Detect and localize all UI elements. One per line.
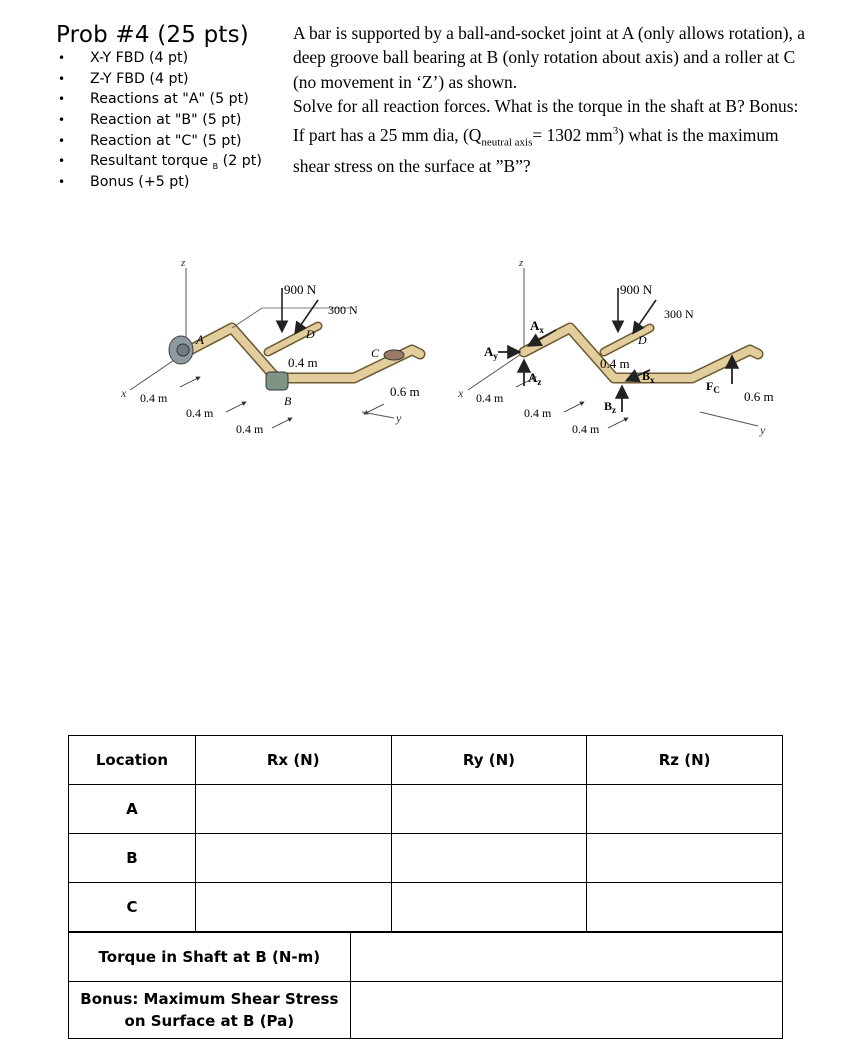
left-label-a: A (196, 332, 204, 347)
row-c-ry-cell[interactable] (391, 883, 587, 932)
right-force-300-label: 300 N (664, 307, 694, 321)
figures (0, 0, 841, 450)
bonus-value-cell[interactable] (350, 982, 782, 1039)
problem-q-sub: neutral axis (481, 135, 533, 148)
table-row-b (69, 834, 783, 883)
bonus-row (69, 982, 783, 1039)
bonus-label (69, 982, 351, 1039)
left-force-300-label: 300 N (328, 303, 358, 317)
row-b-rx-cell[interactable] (195, 834, 391, 883)
bonus-label-line-1: Bonus: Maximum Shear Stress (80, 990, 339, 1008)
right-force-900-label: 900 N (620, 282, 653, 297)
right-y-label: y (760, 423, 766, 437)
header-location: Location (69, 736, 196, 785)
left-dim-line-1 (180, 377, 200, 387)
problem-text-a: Solve for all reaction forces. What is the torque in the shaft at B? Bonus: If part has a 25 mm dia, (Q (293, 96, 799, 145)
row-c-location: C (69, 883, 196, 932)
bonus-label-line-2: on Surface at B (Pa) (124, 1012, 295, 1030)
left-dim-1: 0.4 m (140, 391, 168, 405)
problem-text-b: = 1302 mm (532, 124, 613, 145)
problem-text-c: ) what is the maximum shear stress on the surface at ”B”? (293, 124, 779, 177)
row-c-rx-cell[interactable] (195, 883, 391, 932)
torque-bonus-table (68, 932, 783, 1039)
left-guide-1 (232, 308, 262, 328)
right-label-fc: $F_C$ (706, 379, 720, 395)
header-rz: Rz (N) (587, 736, 783, 785)
reaction-results-table (68, 735, 783, 932)
figure-right (457, 257, 774, 437)
problem-title: Prob #4 (25 pts) (56, 22, 249, 48)
right-label-ay: $A_y$ (484, 344, 498, 361)
figure-left (120, 257, 420, 436)
row-a-rx-cell[interactable] (195, 785, 391, 834)
right-dim-2: 0.4 m (524, 406, 552, 420)
torque-label: Torque in Shaft at B (N-m) (69, 933, 351, 982)
left-x-label: x (121, 386, 127, 400)
problem-paragraph-1: A bar is supported by a ball-and-socket joint at A (only allows rotation), a deep groove ball bearing at B (only rotation about axis) and a roller at C (no movement in ‘Z’) as shown. (293, 23, 805, 92)
row-b-rz-cell[interactable] (587, 834, 783, 883)
header-ry: Ry (N) (391, 736, 587, 785)
row-a-ry-cell[interactable] (391, 785, 587, 834)
right-dim-4: 0.4 m (600, 356, 630, 371)
bullet-torque-sub: B (212, 162, 219, 172)
table-row-c (69, 883, 783, 932)
right-y-axis (700, 412, 758, 426)
right-label-az: $A_z$ (528, 370, 542, 387)
right-label-d: D (638, 333, 647, 347)
bullet-bonus: • Bonus (+5 pt) (56, 172, 262, 193)
right-dim-3: 0.4 m (572, 422, 600, 436)
bullet-torque-text: Resultant torque (90, 153, 213, 170)
left-y-label: y (396, 411, 402, 425)
torque-row (69, 933, 783, 982)
row-b-location: B (69, 834, 196, 883)
bullet-torque-points: (2 pt) (218, 153, 262, 170)
bullet-reactions-a: • Reactions at "A" (5 pt) (56, 89, 262, 110)
left-label-d: D (306, 327, 315, 341)
header-rx: Rx (N) (195, 736, 391, 785)
left-dim-line-3 (272, 418, 292, 428)
table-row-a (69, 785, 783, 834)
row-a-location: A (69, 785, 196, 834)
left-support-b-bearing (266, 372, 288, 390)
bullet-xy-fbd: • X-Y FBD (4 pt) (56, 48, 262, 69)
left-dim-2: 0.4 m (186, 406, 214, 420)
right-x-label: x (458, 386, 464, 400)
left-z-label: z (181, 257, 186, 269)
left-force-900-label: 900 N (284, 282, 317, 297)
problem-mm-sup: 3 (612, 124, 619, 137)
left-label-b: B (284, 394, 292, 408)
left-dim-line-2 (226, 402, 246, 412)
right-label-bx: $B_x$ (642, 369, 655, 385)
left-dim-5: 0.6 m (390, 384, 420, 399)
left-y-axis (362, 412, 394, 418)
right-z-label: z (519, 257, 524, 269)
right-label-bz: $B_z$ (604, 399, 617, 415)
left-dim-4: 0.4 m (288, 355, 318, 370)
left-label-c: C (371, 346, 380, 360)
right-dim-line-3 (608, 418, 628, 428)
bullet-reaction-b: • Reaction at "B" (5 pt) (56, 110, 262, 131)
left-support-a-ball (177, 344, 189, 356)
torque-value-cell[interactable] (350, 933, 782, 982)
right-dim-1: 0.4 m (476, 391, 504, 405)
left-dim-3: 0.4 m (236, 422, 264, 436)
row-b-ry-cell[interactable] (391, 834, 587, 883)
right-dim-line-2 (564, 402, 584, 412)
right-label-ax: $A_x$ (530, 318, 544, 335)
left-support-c-roller (384, 350, 404, 360)
table-header-row (69, 736, 783, 785)
row-c-rz-cell[interactable] (587, 883, 783, 932)
row-a-rz-cell[interactable] (587, 785, 783, 834)
right-dim-5: 0.6 m (744, 389, 774, 404)
bullet-reaction-c: • Reaction at "C" (5 pt) (56, 131, 262, 152)
bullet-zy-fbd: • Z-Y FBD (4 pt) (56, 69, 262, 90)
